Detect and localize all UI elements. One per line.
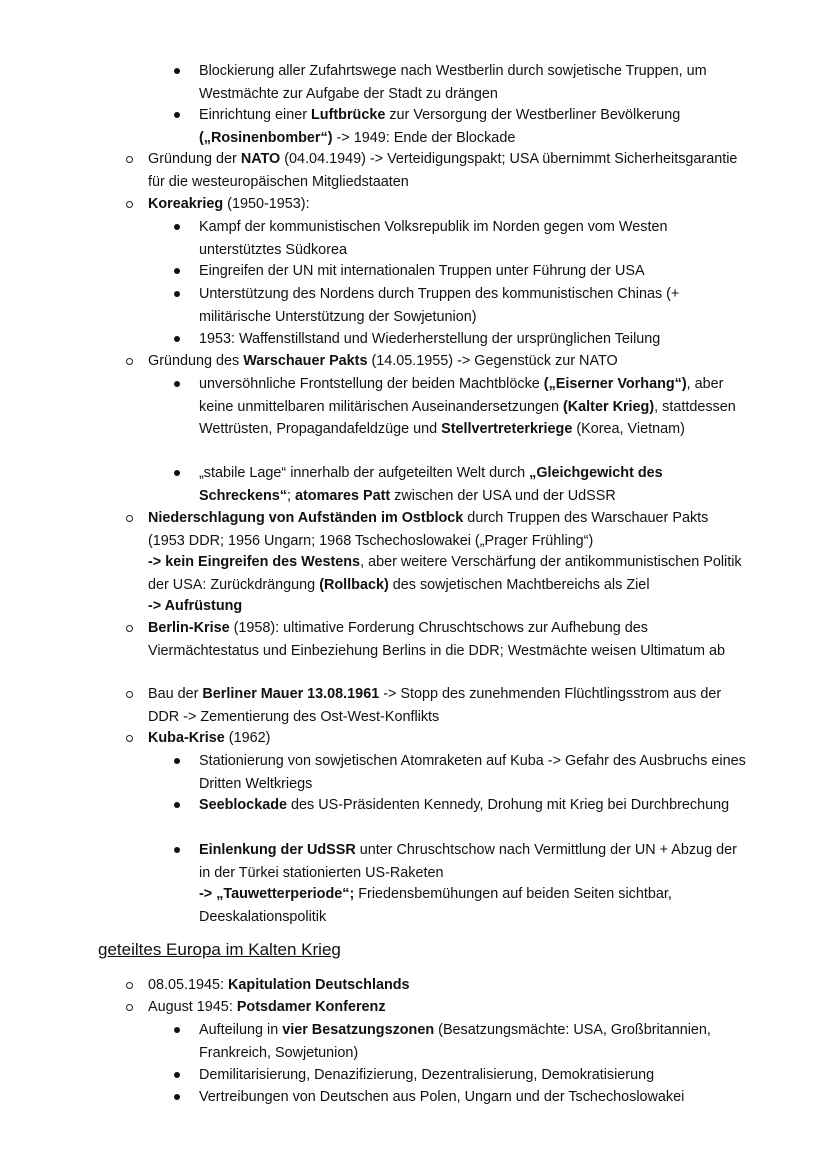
- text-run: Stationierung von sowjetischen Atomraketen auf Kuba -> Gefahr des Ausbruchs eines Dritten Weltkriegs: [199, 753, 746, 792]
- text-run: Vertreibungen von Deutschen aus Polen, Ungarn und der Tschechoslowakei: [199, 1089, 685, 1105]
- bold-text: Potsdamer Konferenz: [236, 999, 386, 1015]
- bold-text: NATO: [240, 151, 281, 167]
- text-run: Gründung der: [148, 151, 241, 167]
- list-item: [199, 283, 747, 328]
- bold-text: (Kalter Krieg): [562, 398, 655, 415]
- bold-text: vier Besatzungszonen: [282, 1022, 435, 1038]
- text-run: (Korea, Vietnam): [572, 421, 685, 437]
- bold-text: Warschauer Pakts: [243, 353, 368, 369]
- list-item: [148, 350, 748, 373]
- text-run: Kampf der kommunistischen Volksrepublik im Norden gegen vom Westen unterstütztes Südkorea: [199, 219, 668, 258]
- list-item: [199, 260, 747, 283]
- list-item: [148, 617, 748, 662]
- list-item: [199, 373, 747, 441]
- bold-text: -> kein Eingreifen des Westens: [148, 554, 361, 570]
- list-item: [148, 996, 748, 1019]
- bold-text: („Eiserner Vorhang“): [543, 376, 687, 392]
- text-run: , stattdessen Wettrüsten, Propagandafeldzüge und: [199, 398, 736, 437]
- text-run: (1962): [224, 730, 271, 746]
- bold-text: Seeblockade: [199, 797, 287, 813]
- text-run: (1950-1953):: [223, 196, 310, 212]
- bold-text: (Rollback): [319, 576, 389, 593]
- list-item-continuation: [148, 595, 748, 618]
- text-run: Eingreifen der UN mit internationalen Truppen unter Führung der USA: [199, 263, 645, 279]
- bold-text: Stellvertreterkriege: [441, 421, 573, 437]
- list-item: [199, 328, 747, 351]
- text-run: durch Truppen des Warschauer Pakts (1953 DDR; 1956 Ungarn; 1968 Tschechoslowakei („Prager Frühling“): [148, 510, 709, 549]
- text-run: , aber weitere Verschärfung der antikommunistischen Politik der USA: Zurückdrängung: [148, 554, 742, 593]
- list-item: [199, 839, 747, 884]
- list-item: [148, 148, 748, 193]
- bold-text: -> Aufrüstung: [148, 598, 243, 614]
- bold-text: „Gleichgewicht des Schreckens“: [199, 465, 663, 504]
- list-item: [148, 683, 748, 728]
- text-run: des sowjetischen Machtbereichs als Ziel: [388, 576, 650, 593]
- list-item: [199, 462, 747, 507]
- list-item-continuation: [199, 883, 747, 928]
- text-run: (04.04.1949) -> Verteidigungspakt; USA übernimmt Sicherheitsgarantie für die westeuropäischen Mitgliedstaaten: [148, 151, 738, 190]
- bold-text: Berliner Mauer 13.08.1961: [202, 686, 380, 702]
- bold-text: Luftbrücke: [311, 107, 386, 123]
- list-item: [199, 794, 747, 817]
- list-item: [148, 507, 748, 552]
- text-run: „stabile Lage“ innerhalb der aufgeteilten Welt durch: [199, 465, 530, 481]
- text-run: Bau der: [148, 686, 203, 702]
- text-run: (14.05.1955) -> Gegenstück zur NATO: [367, 353, 618, 369]
- list-item: [199, 60, 747, 105]
- text-run: Aufteilung in: [199, 1022, 283, 1038]
- text-run: , aber keine unmittelbaren militärischen Auseinandersetzungen: [199, 376, 724, 415]
- text-run: (Besatzungsmächte: USA, Großbritannien, Frankreich, Sowjetunion): [199, 1022, 711, 1061]
- list-item: [199, 1064, 747, 1087]
- text-run: Einrichtung einer: [199, 107, 311, 123]
- bold-text: („Rosinenbomber“): [199, 129, 333, 146]
- list-item: [148, 974, 748, 997]
- bold-text: Einlenkung der UdSSR: [199, 842, 356, 858]
- bold-text: Kapitulation Deutschlands: [228, 977, 410, 993]
- text-run: -> 1949: Ende der Blockade: [332, 129, 516, 146]
- bold-text: Niederschlagung von Aufständen im Ostblock: [148, 510, 464, 526]
- text-run: unversöhnliche Frontstellung der beiden Machtblöcke: [199, 376, 544, 392]
- text-run: unter Chruschtschow nach Vermittlung der UN + Abzug der in der Türkei stationierten US-Raketen: [199, 842, 737, 881]
- text-run: (1958): ultimative Forderung Chruschtschows zur Aufhebung des Viermächtestatus und Einbeziehung Berlins in die DDR; Westmächte weisen Ultimatum ab: [148, 620, 725, 659]
- text-run: ;: [287, 487, 295, 504]
- list-item: [199, 750, 747, 795]
- text-run: Gründung des: [148, 353, 244, 369]
- text-run: -> Stopp des zunehmenden Flüchtlingsstrom aus der DDR -> Zementierung des Ost-West-Konflikts: [148, 686, 722, 725]
- bold-text: Kuba-Krise: [148, 730, 225, 746]
- text-run: zur Versorgung der Westberliner Bevölkerung: [385, 107, 681, 123]
- text-run: 1953: Waffenstillstand und Wiederherstellung der ursprünglichen Teilung: [199, 331, 661, 347]
- text-run: des US-Präsidenten Kennedy, Drohung mit Krieg bei Durchbrechung: [287, 797, 730, 813]
- bold-text: Koreakrieg: [148, 196, 224, 212]
- list-item: [199, 1086, 747, 1109]
- section-heading: geteiltes Europa im Kalten Krieg: [98, 940, 341, 959]
- bold-text: atomares Patt: [295, 487, 391, 504]
- text-run: August 1945:: [148, 999, 237, 1015]
- list-item-continuation: [148, 551, 748, 596]
- text-run: Demilitarisierung, Denazifizierung, Dezentralisierung, Demokratisierung: [199, 1067, 655, 1083]
- list-item: [199, 104, 747, 149]
- bold-text: -> „Tauwetterperiode“;: [199, 886, 355, 902]
- list-item: [148, 193, 748, 216]
- text-run: 08.05.1945:: [148, 977, 229, 993]
- list-item: [148, 727, 748, 750]
- list-item: [199, 216, 747, 261]
- text-run: Blockierung aller Zufahrtswege nach Westberlin durch sowjetische Truppen, um Westmächte zur Aufgabe der Stadt zu drängen: [199, 63, 707, 102]
- list-item: [199, 1019, 747, 1064]
- text-run: zwischen der USA und der UdSSR: [390, 487, 616, 504]
- text-run: Unterstützung des Nordens durch Truppen des kommunistischen Chinas (+ militärische Unterstützung der Sowjetunion): [199, 286, 680, 325]
- text-run: Friedensbemühungen auf beiden Seiten sichtbar, Deeskalationspolitik: [199, 886, 672, 925]
- bold-text: Berlin-Krise: [148, 620, 230, 636]
